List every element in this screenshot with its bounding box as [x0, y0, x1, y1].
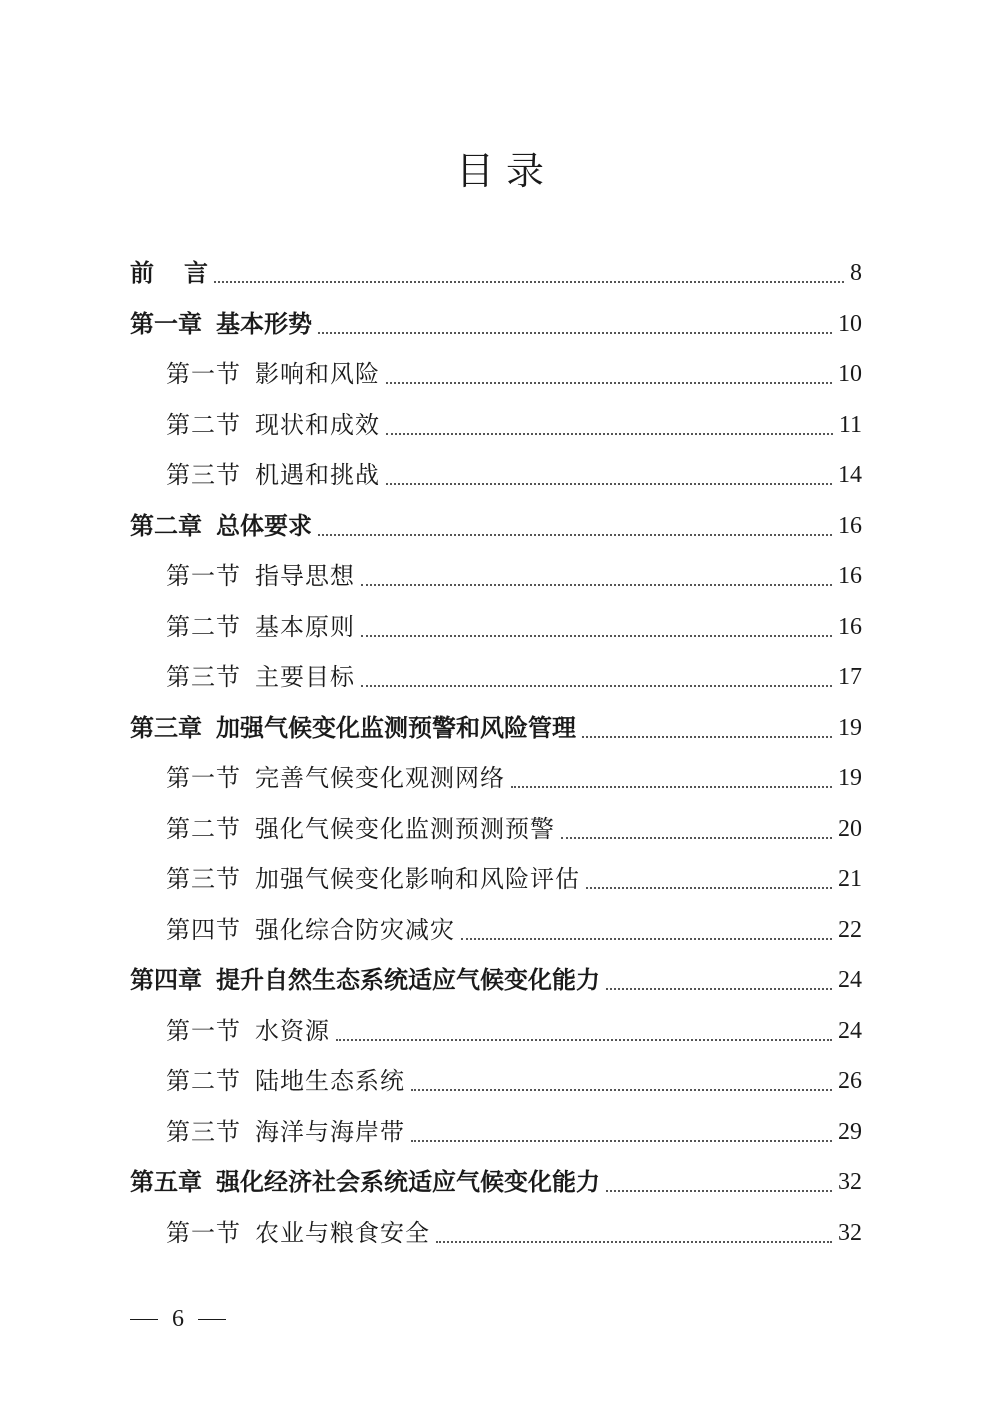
toc-entry-number: 第四章	[130, 966, 202, 995]
toc-entry-label	[130, 965, 600, 995]
toc-entry-label	[166, 915, 455, 945]
toc-section-row[interactable]	[130, 602, 862, 653]
toc-entry-label	[166, 1218, 430, 1248]
toc-page-number: 26	[838, 1068, 862, 1095]
footer-dash-left	[130, 1319, 158, 1320]
toc-page-number: 32	[838, 1219, 862, 1246]
toc-entry-number: 第二章	[130, 511, 202, 540]
toc-entry-number: 第三节	[166, 663, 241, 692]
toc-section-row[interactable]	[130, 1208, 862, 1259]
dot-leader	[461, 938, 832, 940]
toc-entry-label	[166, 1016, 330, 1046]
toc-entry-label	[130, 309, 312, 339]
toc-page-number: 24	[838, 967, 862, 994]
dot-leader	[561, 837, 832, 839]
dot-leader	[411, 1140, 832, 1142]
toc-entry-number: 第三章	[130, 713, 202, 742]
toc-page-number: 32	[838, 1169, 862, 1196]
toc-entry-number: 第二节	[166, 612, 241, 641]
toc-entry-number: 第一节	[166, 1016, 241, 1045]
dot-leader	[214, 281, 844, 283]
toc-entry-number: 第五章	[130, 1168, 202, 1197]
toc-page-number: 21	[838, 866, 862, 893]
toc-section-row[interactable]	[130, 1107, 862, 1158]
toc-section-row[interactable]	[130, 551, 862, 602]
toc-page-number: 20	[838, 815, 862, 842]
toc-section-row[interactable]	[130, 349, 862, 400]
toc-chapter-row[interactable]	[130, 299, 862, 350]
toc-entry-label	[166, 1117, 405, 1147]
toc-entry-title: 陆地生态系统	[255, 1067, 405, 1096]
toc-entry-title: 水资源	[255, 1016, 330, 1045]
dot-leader	[606, 1190, 832, 1192]
toc-entry-title: 强化气候变化监测预测预警	[255, 814, 555, 843]
toc-entry-number: 第一节	[166, 562, 241, 591]
toc-entry-number: 第一节	[166, 1218, 241, 1247]
toc-entry-title: 完善气候变化观测网络	[255, 764, 505, 793]
dot-leader	[318, 332, 832, 334]
dot-leader	[586, 887, 832, 889]
toc-page-number: 19	[838, 714, 862, 741]
toc-entry-number: 第二节	[166, 814, 241, 843]
toc-entry-number: 第四节	[166, 915, 241, 944]
footer-page-number: 6	[172, 1306, 184, 1332]
toc-page-number: 22	[838, 916, 862, 943]
toc-entry-label	[166, 763, 505, 793]
toc-section-row[interactable]	[130, 905, 862, 956]
toc-entry-label	[166, 864, 580, 894]
toc-page-number: 16	[838, 563, 862, 590]
dot-leader	[386, 433, 833, 435]
toc-entry-number: 第一章	[130, 309, 202, 338]
toc-page-number: 10	[838, 361, 862, 388]
toc-entry-title: 强化综合防灾减灾	[255, 915, 455, 944]
toc-entry-label	[130, 1167, 600, 1197]
toc-section-row[interactable]	[130, 450, 862, 501]
dot-leader	[361, 584, 832, 586]
toc-page-number: 19	[838, 765, 862, 792]
toc-chapter-row[interactable]	[130, 703, 862, 754]
toc-entry-title: 指导思想	[255, 562, 355, 591]
dot-leader	[318, 534, 832, 536]
toc-entry-title: 海洋与海岸带	[255, 1117, 405, 1146]
toc-entry-label	[166, 662, 355, 692]
dot-leader	[336, 1039, 832, 1041]
toc-entry-number: 第二节	[166, 1067, 241, 1096]
toc-section-row[interactable]	[130, 400, 862, 451]
toc-entry-number: 第三节	[166, 865, 241, 894]
dot-leader	[511, 786, 832, 788]
toc-entry-title: 基本原则	[255, 612, 355, 641]
toc-entry-label	[166, 612, 355, 642]
dot-leader	[606, 988, 832, 990]
page-title: 目 录	[455, 149, 545, 193]
toc-page-number: 10	[838, 310, 862, 337]
toc-page-number: 16	[838, 512, 862, 539]
toc-page-number: 24	[838, 1017, 862, 1044]
toc-chapter-row[interactable]	[130, 248, 862, 299]
toc-entry-number: 第三节	[166, 461, 241, 490]
toc-entry-label	[166, 410, 380, 440]
toc-page-number: 17	[838, 664, 862, 691]
toc-entry-title: 主要目标	[255, 663, 355, 692]
toc-section-row[interactable]	[130, 753, 862, 804]
toc-chapter-row[interactable]	[130, 1157, 862, 1208]
toc-entry-number: 第三节	[166, 1117, 241, 1146]
toc-entry-label	[166, 460, 380, 490]
toc-section-row[interactable]	[130, 854, 862, 905]
toc-entry-title: 总体要求	[216, 511, 312, 540]
table-of-contents	[130, 248, 862, 1258]
page-footer	[130, 1306, 226, 1333]
toc-page-number: 14	[838, 462, 862, 489]
toc-entry-title: 农业与粮食安全	[255, 1218, 430, 1247]
toc-entry-title: 加强气候变化影响和风险评估	[255, 865, 580, 894]
toc-entry-title: 提升自然生态系统适应气候变化能力	[216, 966, 600, 995]
toc-page-number: 16	[838, 613, 862, 640]
toc-entry-number: 第一节	[166, 360, 241, 389]
toc-entry-label	[130, 258, 208, 288]
dot-leader	[582, 736, 832, 738]
dot-leader	[361, 635, 832, 637]
toc-page-number: 8	[850, 260, 862, 287]
toc-section-row[interactable]	[130, 804, 862, 855]
dot-leader	[411, 1089, 832, 1091]
toc-section-row[interactable]	[130, 1056, 862, 1107]
toc-page-number: 29	[838, 1118, 862, 1145]
toc-entry-label	[166, 561, 355, 591]
toc-entry-label	[166, 359, 380, 389]
toc-entry-number: 第二节	[166, 410, 241, 439]
toc-entry-number: 第一节	[166, 764, 241, 793]
dot-leader	[436, 1241, 832, 1243]
dot-leader	[386, 483, 832, 485]
toc-section-row[interactable]	[130, 1006, 862, 1057]
footer-dash-right	[198, 1319, 226, 1320]
toc-entry-label	[166, 1066, 405, 1096]
toc-entry-title: 言	[184, 259, 208, 288]
toc-entry-title: 加强气候变化监测预警和风险管理	[216, 713, 576, 742]
toc-chapter-row[interactable]	[130, 955, 862, 1006]
dot-leader	[361, 685, 832, 687]
toc-entry-number: 前	[130, 259, 154, 288]
toc-section-row[interactable]	[130, 652, 862, 703]
dot-leader	[386, 382, 832, 384]
toc-entry-title: 影响和风险	[255, 360, 380, 389]
toc-entry-title: 机遇和挑战	[255, 461, 380, 490]
toc-page-number: 11	[838, 411, 862, 438]
toc-entry-title: 基本形势	[216, 309, 312, 338]
toc-entry-label	[130, 511, 312, 541]
toc-chapter-row[interactable]	[130, 501, 862, 552]
toc-entry-label	[130, 713, 576, 743]
toc-entry-title: 强化经济社会系统适应气候变化能力	[216, 1168, 600, 1197]
toc-entry-title: 现状和成效	[255, 410, 380, 439]
toc-entry-label	[166, 814, 555, 844]
